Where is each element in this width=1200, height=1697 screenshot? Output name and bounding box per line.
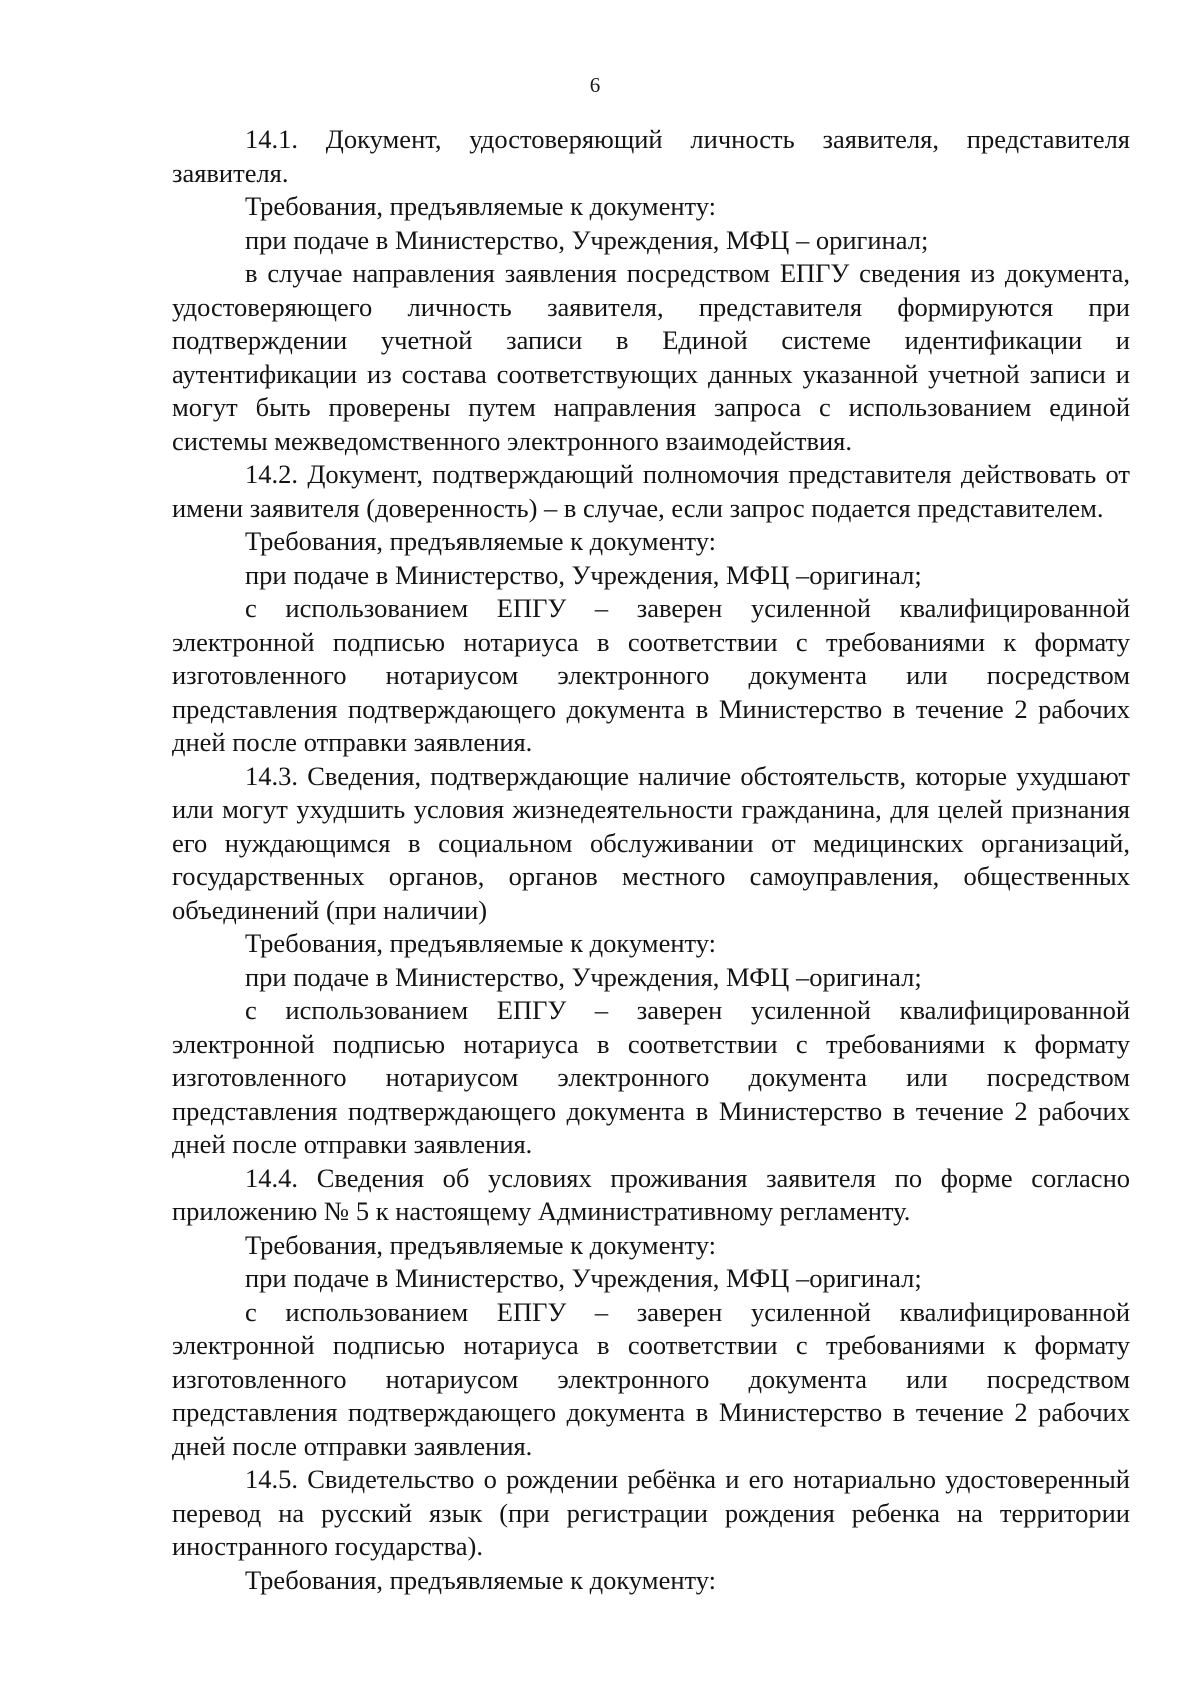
paragraph-14-4: 14.4. Сведения об условиях проживания заявителя по форме согласно приложению № 5 к настоящему Административному регламенту. [172, 1162, 1130, 1226]
paragraph-14-3: 14.3. Сведения, подтверждающие наличие обстоятельств, которые ухудшают или могут ухудшить условия жизнедеятельности гражданина, для целей признания его нуждающимся в социальном обслуживании от медицинских организаций, государственных органов, органов местного самоуправления, общественных объединений (при наличии) [172, 760, 1130, 925]
requirement-epgu: с использованием ЕПГУ – заверен усиленной квалифицированной электронной подписью нотариуса в соответствии с требованиями к формату изготовленного нотариусом электронного документа или посредством представления подтверждающего документа в Министерство в течение 2 рабочих дней после отправки заявления. [172, 1296, 1130, 1461]
requirement-epgu: в случае направления заявления посредством ЕПГУ сведения из документа, удостоверяющего личность заявителя, представителя формируются при подтверждении учетной записи в Единой системе идентификации и аутентификации из состава соответствующих данных указанной учетной записи и могут быть проверены путем направления запроса с использованием единой системы межведомственного электронного взаимодействия. [172, 258, 1130, 456]
requirements-heading: Требования, предъявляемые к документу: [245, 1564, 717, 1595]
requirements-heading: Требования, предъявляемые к документу: [245, 1229, 717, 1260]
paragraph-14-2: 14.2. Документ, подтверждающий полномочия представителя действовать от имени заявителя (доверенность) – в случае, если запрос подается представителем. [172, 459, 1130, 523]
requirement-epgu: с использованием ЕПГУ – заверен усиленной квалифицированной электронной подписью нотариуса в соответствии с требованиями к формату изготовленного нотариусом электронного документа или посредством представления подтверждающего документа в Министерство в течение 2 рабочих дней после отправки заявления. [172, 593, 1130, 757]
requirement-in-person: при подаче в Министерство, Учреждения, МФЦ –оригинал; [245, 961, 922, 992]
document-body [172, 123, 1130, 1597]
requirement-epgu: с использованием ЕПГУ – заверен усиленной квалифицированной электронной подписью нотариуса в соответствии с требованиями к формату изготовленного нотариусом электронного документа или посредством представления подтверждающего документа в Министерство в течение 2 рабочих дней после отправки заявления. [172, 995, 1130, 1159]
requirement-in-person: при подаче в Министерство, Учреждения, МФЦ – оригинал; [245, 224, 929, 255]
requirements-heading: Требования, предъявляемые к документу: [245, 526, 717, 556]
requirements-heading: Требования, предъявляемые к документу: [245, 191, 717, 221]
paragraph-14-5: 14.5. Свидетельство о рождении ребёнка и его нотариально удостоверенный перевод на русский язык (при регистрации рождения ребенка на территории иностранного государства). [172, 1464, 1130, 1561]
requirement-in-person: при подаче в Министерство, Учреждения, МФЦ –оригинал; [245, 1263, 922, 1293]
requirement-in-person: при подаче в Министерство, Учреждения, МФЦ –оригинал; [245, 559, 922, 590]
paragraph-14-1: 14.1. Документ, удостоверяющий личность заявителя, представителя заявителя. [172, 124, 1130, 188]
requirements-heading: Требования, предъявляемые к документу: [245, 928, 717, 958]
page-number: 6 [589, 73, 601, 97]
